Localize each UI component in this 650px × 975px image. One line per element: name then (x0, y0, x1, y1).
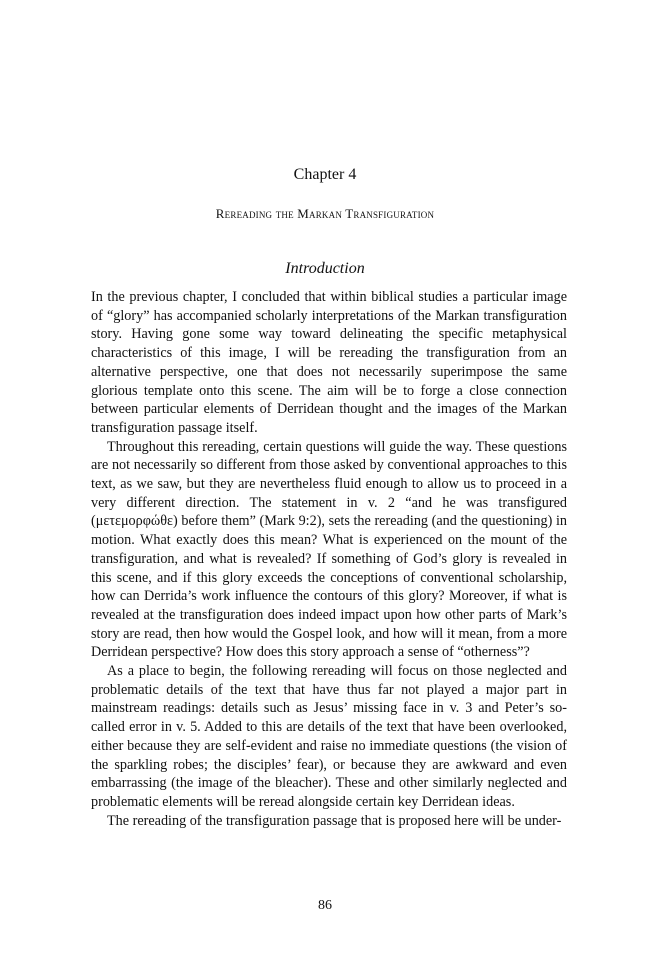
page-number: 86 (318, 898, 332, 913)
paragraph: Throughout this rereading, certain questions will guide the way. These questions are not necessarily so different from those asked by conventional approaches to this text, as we saw, but they are nevertheless fluid enough to allow us to proceed in a very different direction. The statement in v. 2 “and he was transfigured (μετεμορφώθε) before them” (Mark 9:2), sets the rereading (and the questioning) in motion. What exactly does this mean? What is experienced on the mount of the transfiguration, and what is revealed? If something of God’s glory is revealed in this scene, and if this glory exceeds the conceptions of conventional scholarship, how can Derrida’s work influence the contours of this glory? Moreover, if what is revealed at the transfiguration does indeed impact upon how other parts of Mark’s story are read, then how would the Gospel look, and how will it mean, from a more Derridean perspective? How does this story approach a sense of “otherness”? (91, 438, 567, 661)
chapter-number: Chapter 4 (293, 166, 357, 183)
chapter-title: Rereading the Markan Transfiguration (215, 206, 435, 221)
paragraph: As a place to begin, the following rereading will focus on those neglected and problematic details of the text that have thus far not played a major part in mainstream readings: details such as Jesus’ missing face in v. 3 and Peter’s so-called error in v. 5. Added to this are details of the text that have been overlooked, either because they are self-evident and raise no immediate questions (the vision of the sparkling robes; the disciples’ fear), or because they are awkward and even embarrassing (the image of the bleacher). These and other similarly neglected and problematic elements will be reread alongside certain key Derridean ideas. (91, 663, 567, 810)
body-text (91, 288, 567, 830)
section-heading: Introduction (285, 260, 365, 277)
paragraph: In the previous chapter, I concluded that within biblical studies a particular image of “glory” has accompanied scholarly interpretations of the Markan transfiguration story. Having gone some way toward delineating the specific metaphysical characteristics of this image, I will be rereading the transfiguration from an alternative perspective, one that does not necessarily superimpose the same glorious template onto this scene. The aim will be to forge a close connection between particular elements of Derridean thought and the images of the Markan transfiguration passage itself. (91, 289, 567, 436)
paragraph: The rereading of the transfiguration passage that is proposed here will be under- (107, 812, 562, 829)
